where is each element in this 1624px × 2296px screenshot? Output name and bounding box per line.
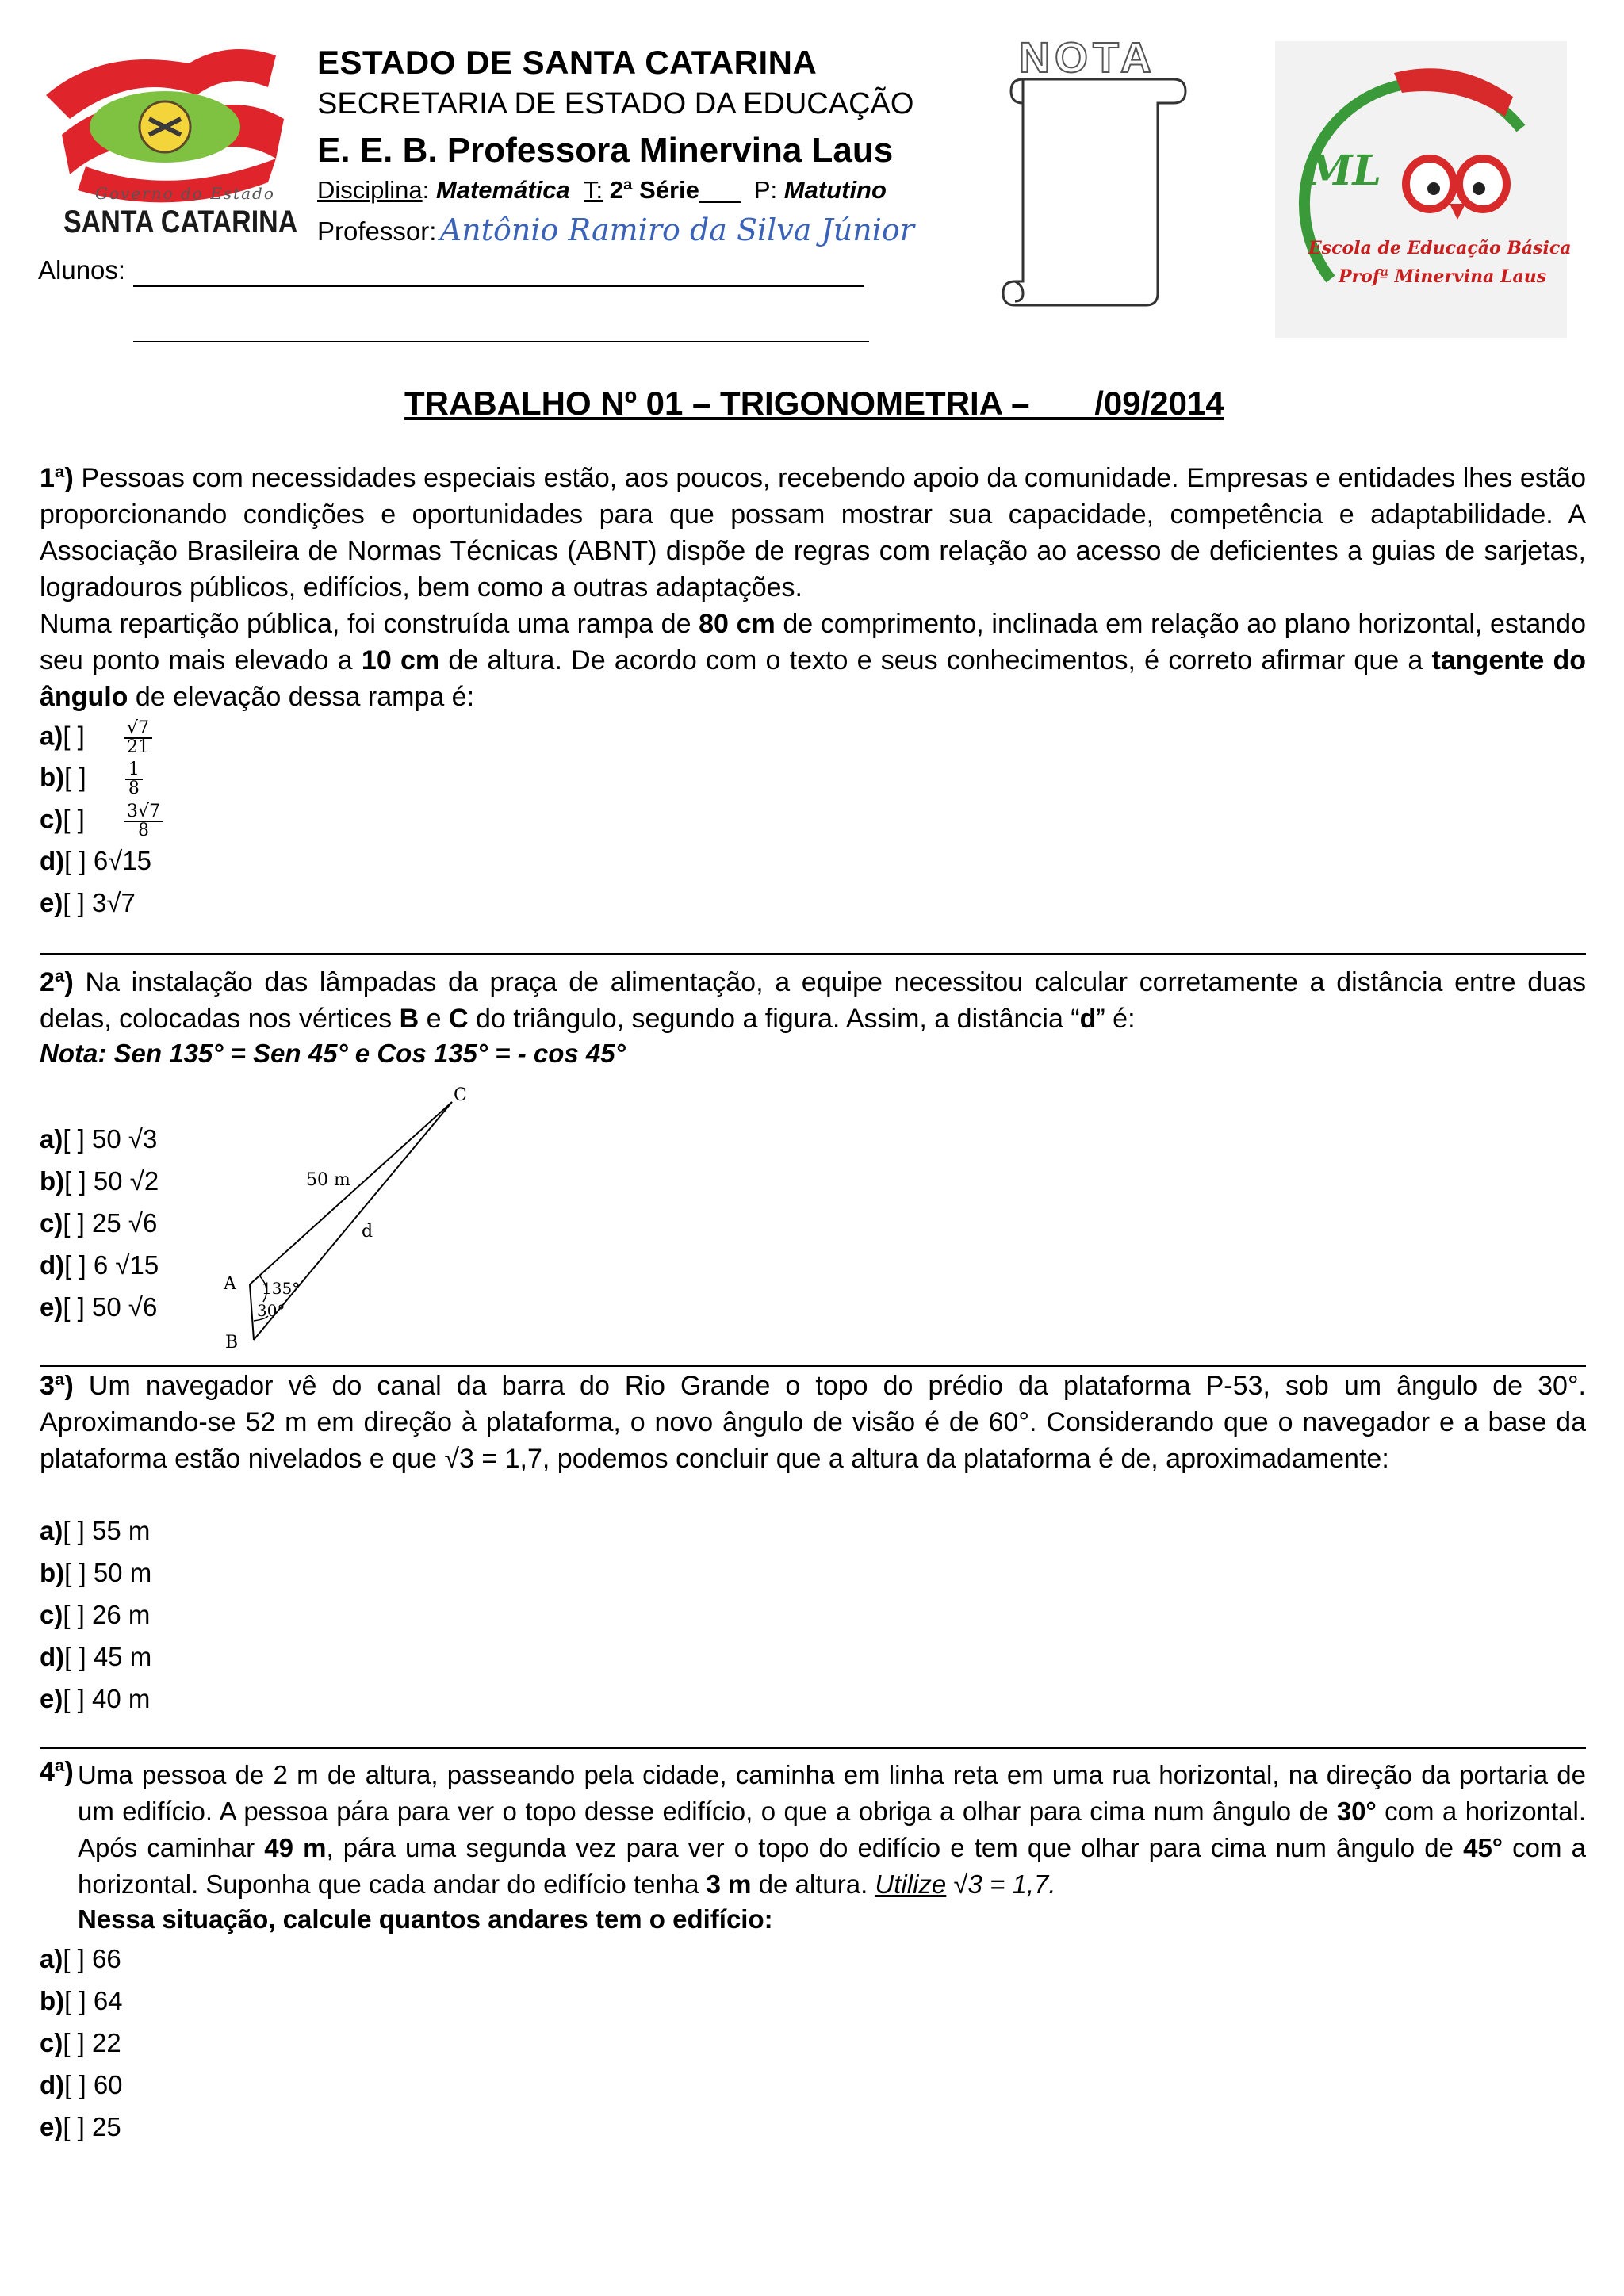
q4-bold-30: 30° bbox=[1336, 1797, 1377, 1826]
q1-option-e[interactable] bbox=[40, 888, 136, 918]
q4-text-4: com a horizontal. Suponha que cada andar do edifício tenha bbox=[78, 1833, 1586, 1899]
q2-text-e: e bbox=[419, 1004, 449, 1034]
q4-option-c[interactable] bbox=[40, 2028, 121, 2058]
q3-option-a[interactable] bbox=[40, 1516, 150, 1546]
q1-d-val[interactable]: [ ] 6√15 bbox=[64, 846, 152, 875]
q1-c-den: 8 bbox=[138, 821, 150, 840]
q2-text-b: do triângulo, segundo a figura. Assim, a distância “ bbox=[468, 1004, 1080, 1034]
q2-c-key: c) bbox=[40, 1208, 63, 1238]
q1-b-den: 8 bbox=[128, 779, 140, 798]
q3-e-key: e) bbox=[40, 1684, 63, 1713]
q4-text-5: de altura. bbox=[751, 1869, 875, 1899]
disc-value: Matemática bbox=[435, 176, 570, 204]
page-title: TRABALHO Nº 01 – TRIGONOMETRIA – /09/2014 bbox=[404, 385, 1224, 422]
q4-bold-49: 49 m bbox=[264, 1833, 327, 1862]
discipline-line: Disciplina: Matemática T: 2ª Série___ P: Matutino bbox=[317, 176, 887, 204]
school-name: E. E. B. Professora Minervina Laus bbox=[317, 131, 894, 170]
q1-a-box[interactable]: [ ] bbox=[63, 721, 85, 751]
q1-paragraph-a bbox=[40, 460, 1586, 606]
q2-option-a[interactable] bbox=[40, 1124, 157, 1154]
school-logo-line2: Profª Minervina Laus bbox=[1339, 266, 1547, 287]
q1-a-num: √7 bbox=[124, 720, 152, 739]
q4-c-val[interactable]: [ ] 22 bbox=[63, 2028, 121, 2057]
side-50m-label: 50 m bbox=[306, 1170, 350, 1190]
separator-2 bbox=[40, 1365, 1586, 1367]
q3-c-key: c) bbox=[40, 1600, 63, 1629]
q1-a-key: a) bbox=[40, 721, 63, 751]
turma-label: T: bbox=[584, 176, 603, 204]
q1-number: 1ª) bbox=[40, 463, 74, 493]
q1-e-val[interactable]: [ ] 3√7 bbox=[63, 888, 136, 917]
vertex-b-label: B bbox=[225, 1333, 239, 1353]
q4-bold-3m: 3 m bbox=[706, 1869, 752, 1899]
prof-value: Antônio Ramiro da Silva Júnior bbox=[439, 212, 914, 247]
q1-paragraph-b bbox=[40, 606, 1586, 715]
q1-option-b[interactable] bbox=[40, 761, 143, 798]
q4-option-d[interactable] bbox=[40, 2070, 123, 2100]
q2-e-val[interactable]: [ ] 50 √6 bbox=[63, 1292, 158, 1322]
angle-30-label: 30° bbox=[257, 1301, 285, 1320]
q2-option-c[interactable] bbox=[40, 1208, 157, 1238]
q1-text-b3: de altura. De acordo com o texto e seus conhecimentos, é correto afirmar que a bbox=[439, 645, 1432, 675]
q1-c-key: c) bbox=[40, 804, 63, 834]
q2-bold-d: d bbox=[1079, 1004, 1097, 1034]
q4-text-1: Uma pessoa de 2 m de altura, passeando pela cidade, caminha em linha reta em uma rua horizontal, na direção da portaria de um edifício. A pessoa pára para ver o topo desse edifício, o que a obriga a olhar para cima num ângulo de bbox=[78, 1760, 1586, 1826]
q2-nota: Nota: Sen 135° = Sen 45° e Cos 135° = - cos 45° bbox=[40, 1039, 626, 1068]
q4-bold-45: 45° bbox=[1463, 1833, 1503, 1862]
q2-c-val[interactable]: [ ] 25 √6 bbox=[63, 1208, 158, 1238]
secretaria: SECRETARIA DE ESTADO DA EDUCAÇÃO bbox=[317, 87, 914, 121]
turma-value: 2ª Série bbox=[609, 176, 699, 204]
q2-d-key: d) bbox=[40, 1250, 65, 1280]
q2-a-key: a) bbox=[40, 1124, 63, 1154]
q1-bold-80: 80 cm bbox=[699, 609, 776, 639]
q4-b-key: b) bbox=[40, 1986, 65, 2015]
nota-box[interactable] bbox=[999, 71, 1189, 309]
q3-option-d[interactable] bbox=[40, 1642, 151, 1672]
angle-135-label: 135° bbox=[262, 1279, 301, 1298]
q3-text: Um navegador vê do canal da barra do Rio Grande o topo do prédio da plataforma P-53, sob um ângulo de 30°. Aproximando-se 52 m em direção à plataforma, o novo ângulo de visão é de 60°. Considerando que o navegador e a base da plataforma estão nivelados e que √3 = 1,7, podemos concluir que a altura da plataforma é de, aproximadamente: bbox=[40, 1371, 1586, 1474]
vertex-c-label: C bbox=[454, 1086, 467, 1105]
q2-b-key: b) bbox=[40, 1166, 65, 1196]
q3-option-b[interactable] bbox=[40, 1558, 151, 1588]
side-d-label: d bbox=[362, 1222, 373, 1242]
q2-d-val[interactable]: [ ] 6 √15 bbox=[64, 1250, 159, 1280]
professor-line bbox=[317, 212, 914, 247]
q2-a-val[interactable]: [ ] 50 √3 bbox=[63, 1124, 158, 1154]
q1-bold-tan: tangente do ângulo bbox=[40, 645, 1587, 712]
q4-d-key: d) bbox=[40, 2070, 65, 2099]
q2-option-d[interactable] bbox=[40, 1250, 159, 1280]
q4-option-b[interactable] bbox=[40, 1986, 123, 2016]
q1-option-d[interactable] bbox=[40, 846, 151, 876]
q3-c-val[interactable]: [ ] 26 m bbox=[63, 1600, 151, 1629]
q1-a-den: 21 bbox=[127, 737, 150, 757]
periodo-label: P: bbox=[753, 176, 778, 204]
q4-d-val[interactable]: [ ] 60 bbox=[64, 2070, 123, 2099]
q1-e-key: e) bbox=[40, 888, 63, 917]
q4-paragraph bbox=[78, 1757, 1586, 1903]
q1-b-num: 1 bbox=[125, 761, 143, 780]
q4-text-6: √3 = 1,7. bbox=[946, 1869, 1056, 1899]
q3-option-c[interactable] bbox=[40, 1600, 150, 1630]
q1-d-key: d) bbox=[40, 846, 65, 875]
q1-option-a[interactable] bbox=[40, 720, 152, 756]
q1-c-num: 3√7 bbox=[124, 803, 163, 822]
q4-b-val[interactable]: [ ] 64 bbox=[64, 1986, 123, 2015]
q1-text-b4: de elevação dessa rampa é: bbox=[128, 682, 475, 712]
q3-number: 3ª) bbox=[40, 1371, 74, 1401]
q1-bold-10: 10 cm bbox=[361, 645, 440, 675]
periodo-value: Matutino bbox=[783, 176, 887, 204]
q4-e-key: e) bbox=[40, 2112, 63, 2141]
q3-b-key: b) bbox=[40, 1558, 65, 1587]
q3-a-key: a) bbox=[40, 1516, 63, 1545]
q3-b-val[interactable]: [ ] 50 m bbox=[64, 1558, 152, 1587]
q3-paragraph bbox=[40, 1368, 1586, 1477]
q3-a-val[interactable]: [ ] 55 m bbox=[63, 1516, 151, 1545]
q2-option-e[interactable] bbox=[40, 1292, 157, 1322]
q4-option-a[interactable] bbox=[40, 1944, 121, 1974]
q4-e-val[interactable]: [ ] 25 bbox=[63, 2112, 121, 2141]
q1-option-c[interactable] bbox=[40, 803, 163, 840]
q4-utilize: Utilize bbox=[875, 1869, 947, 1899]
prof-label: Professor: bbox=[317, 216, 437, 246]
q2-number: 2ª) bbox=[40, 967, 74, 997]
q1-c-box[interactable]: [ ] bbox=[63, 804, 85, 834]
q1-text-b2: de comprimento, inclinada em relação ao plano horizontal, estando seu ponto mais elevado a bbox=[40, 609, 1586, 675]
scroll-icon bbox=[999, 71, 1189, 309]
alunos-line-1[interactable] bbox=[133, 285, 864, 287]
q2-triangle-figure bbox=[214, 1086, 484, 1356]
q2-b-val[interactable]: [ ] 50 √2 bbox=[64, 1166, 159, 1196]
q4-option-e[interactable] bbox=[40, 2112, 121, 2142]
school-logo-line1: Escola de Educação Básica bbox=[1308, 238, 1572, 258]
q4-text-2: com a horizontal. Após caminhar bbox=[78, 1797, 1586, 1862]
q2-text-a: Na instalação das lâmpadas da praça de alimentação, a equipe necessitou calcular corretamente a distância entre duas delas, colocadas nos vértices bbox=[40, 967, 1586, 1034]
q4-c-key: c) bbox=[40, 2028, 63, 2057]
q3-option-e[interactable] bbox=[40, 1684, 150, 1714]
q4-question: Nessa situação, calcule quantos andares tem o edifício: bbox=[78, 1904, 773, 1934]
q3-d-val[interactable]: [ ] 45 m bbox=[64, 1642, 152, 1671]
q1-b-frac bbox=[125, 761, 143, 798]
q3-e-val[interactable]: [ ] 40 m bbox=[63, 1684, 151, 1713]
q4-number: 4ª) bbox=[40, 1757, 74, 1787]
nota-label: NOTA bbox=[1019, 34, 1156, 82]
separator-3 bbox=[40, 1747, 1586, 1749]
q2-paragraph bbox=[40, 964, 1586, 1037]
q4-text-3: , pára uma segunda vez para ver o topo do edifício e tem que olhar para cima num ângulo de bbox=[326, 1833, 1464, 1862]
q2-bold-b: B bbox=[399, 1004, 419, 1034]
q2-text-c: ” é: bbox=[1096, 1004, 1136, 1034]
q1-text-a: Pessoas com necessidades especiais estão, aos poucos, recebendo apoio da comunidade. Empresas e entidades lhes estão proporcionando condições e oportunidades para que possam mostrar sua capacidade, competência e adaptabilidade. A Associação Brasileira de Normas Técnicas (ABNT) dispõe de regras com relação ao acesso de deficientes a guias de sarjetas, logradouros públicos, edifícios, bem como a outras adaptações. bbox=[40, 463, 1586, 603]
alunos-line-2[interactable] bbox=[133, 341, 869, 342]
alunos-label: Alunos: bbox=[38, 255, 126, 285]
q1-b-key: b) bbox=[40, 762, 65, 792]
q1-c-frac bbox=[124, 803, 163, 840]
q4-a-val[interactable]: [ ] 66 bbox=[63, 1944, 121, 1973]
sc-logo-big-text: SANTA CATARINA bbox=[63, 205, 298, 239]
vertex-a-label: A bbox=[224, 1274, 236, 1294]
q2-option-b[interactable] bbox=[40, 1166, 159, 1196]
q1-b-box[interactable]: [ ] bbox=[64, 762, 86, 792]
state-name: ESTADO DE SANTA CATARINA bbox=[317, 44, 818, 81]
q2-bold-c: C bbox=[448, 1004, 469, 1034]
q1-a-frac bbox=[124, 720, 152, 756]
q1-text-b1: Numa repartição pública, foi construída uma rampa de bbox=[40, 609, 699, 639]
q2-e-key: e) bbox=[40, 1292, 63, 1322]
disc-label: Disciplina bbox=[317, 176, 423, 204]
triangle-diagram bbox=[214, 1086, 484, 1356]
separator-1 bbox=[40, 953, 1586, 955]
side-ac bbox=[250, 1102, 452, 1284]
side-ab bbox=[250, 1284, 254, 1340]
sc-logo-small-text: Governo do Estado bbox=[95, 184, 275, 203]
q3-d-key: d) bbox=[40, 1642, 65, 1671]
school-logo-initials: ML bbox=[1307, 147, 1382, 195]
q4-a-key: a) bbox=[40, 1944, 63, 1973]
